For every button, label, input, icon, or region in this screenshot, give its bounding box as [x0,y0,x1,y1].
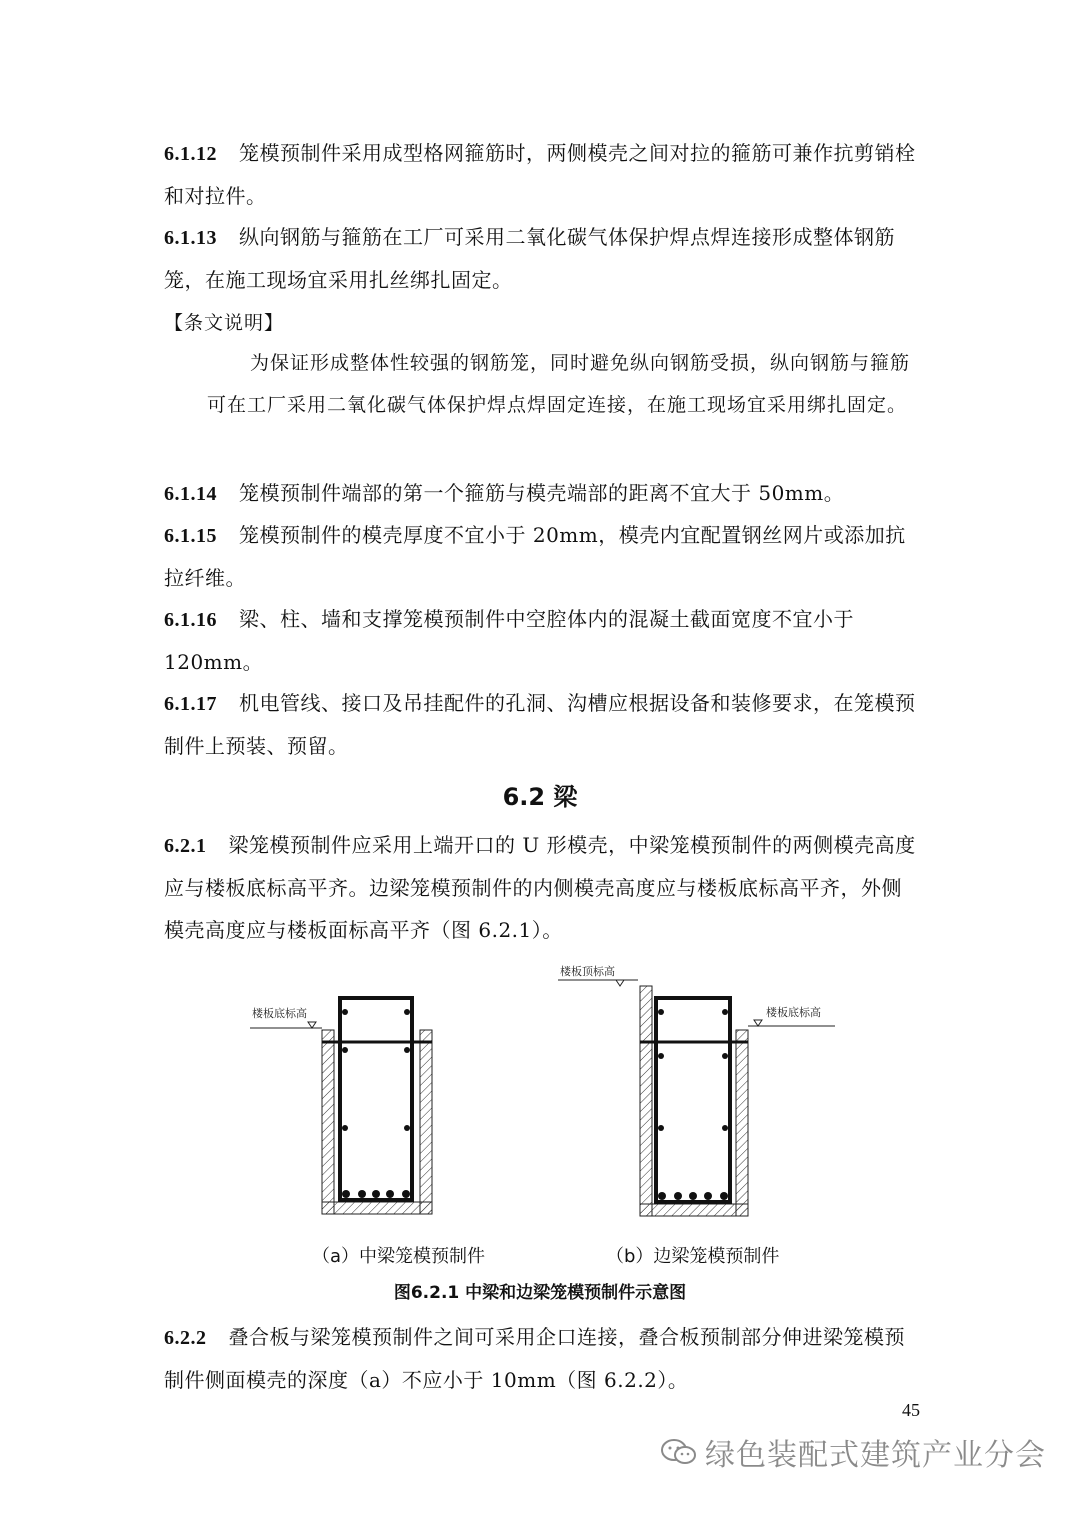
rebar [342,1190,350,1198]
rebar [342,1009,348,1015]
clause-number: 6.2.1 [164,835,207,857]
middle-beam-drawing [250,998,432,1214]
stirrup-cage [340,998,412,1200]
level-marker [308,1022,316,1028]
rebar [372,1190,380,1198]
page-number: 45 [902,1400,920,1420]
rebar [722,1125,728,1131]
clause-number: 6.1.13 [164,227,217,249]
rebar [704,1192,712,1200]
rebar [658,1009,664,1015]
wechat-icon [659,1437,699,1467]
outer-shell [640,986,652,1216]
clause-text: 笼模预制件采用成型格网箍筋时，两侧模壳之间对拉的箍筋可兼作抗剪销栓和对拉件。 [164,141,916,208]
label-slab-top-level: 楼板顶标高 [560,965,615,978]
explanation-title: 【条文说明】 [164,312,285,334]
rebar [402,1190,410,1198]
subcaption-a: （a）中梁笼模预制件 [312,1246,486,1267]
clause-6-1-16 [164,598,920,683]
rebar [342,1125,348,1131]
label-slab-bottom-level: 楼板底标高 [252,1007,307,1020]
rebar [404,1047,410,1053]
clause-number: 6.2.2 [164,1327,207,1349]
right-shell [420,1030,432,1214]
clause-text: 笼模预制件的模壳厚度不宜小于 20mm，模壳内宜配置钢丝网片或添加抗拉纤维。 [164,523,906,590]
rebar [674,1192,682,1200]
clause-text: 梁、柱、墙和支撑笼模预制件中空腔体内的混凝土截面宽度不宜小于 120mm。 [164,607,854,674]
stirrup-cage [656,998,730,1202]
section-title: 6.2 梁 [502,783,578,811]
watermark [659,1430,1046,1474]
clause-6-1-12 [164,132,920,217]
inner-shell [736,1030,748,1216]
watermark-text: 绿色装配式建筑产业分会 [705,1438,1046,1473]
clause-number: 6.1.12 [164,143,217,165]
clause-6-1-17 [164,682,920,767]
clause-number: 6.1.17 [164,693,217,715]
rebar [720,1192,728,1200]
clause-text: 叠合板与梁笼模预制件之间可采用企口连接，叠合板预制部分伸进梁笼模预制件侧面模壳的深度（a）不应小于 10mm（图 6.2.2）。 [164,1325,905,1392]
clause-6-1-14 [164,472,920,515]
clause-6-2-1 [164,824,920,951]
rebar [404,1009,410,1015]
subcaption-b: （b）边梁笼模预制件 [606,1246,780,1267]
bottom-shell [322,1202,432,1214]
beam-cage-figure [240,960,860,1230]
rebar [358,1190,366,1198]
bottom-shell [640,1204,748,1216]
rebar [722,1009,728,1015]
rebar [689,1192,697,1200]
clause-number: 6.1.14 [164,483,217,505]
level-marker [754,1020,762,1026]
level-marker [616,980,624,986]
clause-number: 6.1.16 [164,609,217,631]
clause-text: 纵向钢筋与箍筋在工厂可采用二氧化碳气体保护焊点焊连接形成整体钢筋笼，在施工现场宜采用扎丝绑扎固定。 [164,225,895,292]
clause-6-2-2 [164,1316,920,1401]
rebar [342,1047,348,1053]
rebar [658,1125,664,1131]
clause-number: 6.1.15 [164,525,217,547]
rebar [658,1053,664,1059]
label-slab-bottom-level: 楼板底标高 [766,1006,821,1019]
clause-6-1-15 [164,514,920,599]
clause-6-1-13 [164,216,920,301]
left-shell [322,1030,334,1214]
rebar [658,1192,666,1200]
clause-text: 机电管线、接口及吊挂配件的孔洞、沟槽应根据设备和装修要求，在笼模预制件上预装、预留。 [164,691,916,758]
rebar [386,1190,394,1198]
explanation-body: 为保证形成整体性较强的钢筋笼，同时避免纵向钢筋受损，纵向钢筋与箍筋可在工厂采用二氧化碳气体保护焊点焊固定连接，在施工现场宜采用绑扎固定。 [207,352,911,416]
rebar [722,1053,728,1059]
edge-beam-drawing [558,964,835,1216]
figure-caption: 图6.2.1 中梁和边梁笼模预制件示意图 [393,1283,687,1303]
clause-text: 梁笼模预制件应采用上端开口的 U 形模壳，中梁笼模预制件的两侧模壳高度应与楼板底标高平齐。边梁笼模预制件的内侧模壳高度应与楼板底标高平齐，外侧模壳高度应与楼板面标高平齐（图 6.2.1）。 [164,833,916,942]
rebar [404,1125,410,1131]
clause-text: 笼模预制件端部的第一个箍筋与模壳端部的距离不宜大于 50mm。 [239,481,845,505]
